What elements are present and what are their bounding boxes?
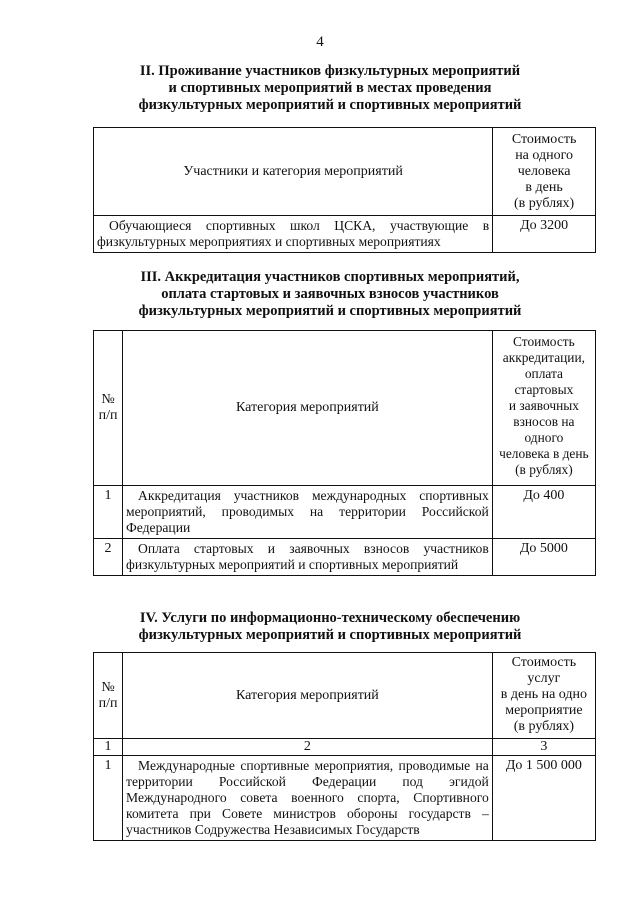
header-cost-line: в день xyxy=(525,180,563,195)
header-cost xyxy=(493,128,596,216)
table-row-cost: До 400 xyxy=(492,486,595,539)
header-cost xyxy=(492,653,595,739)
header-cost-line: (в рублях) xyxy=(513,719,575,734)
table-row-number: 2 xyxy=(94,539,123,576)
header-cost-line: Стоимость xyxy=(511,132,577,147)
column-number: 3 xyxy=(492,739,595,756)
header-cost-line: и заявочных xyxy=(508,398,579,413)
header-cost-line: Стоимость xyxy=(511,655,577,670)
section-3-title-line: оплата стартовых и заявочных взносов участников xyxy=(161,286,499,302)
header-number xyxy=(94,653,123,739)
table-row-category: Аккредитация участников международных спортивных мероприятий, проводимых на территории Российской Федерации xyxy=(123,486,493,539)
header-cost-line: Стоимость xyxy=(513,334,575,349)
header-cost-line: (в рублях) xyxy=(513,196,575,211)
table-row-cost: До 5000 xyxy=(492,539,595,576)
header-cost xyxy=(492,331,595,486)
table-row-number: 1 xyxy=(94,486,123,539)
header-cost-line: взносов на xyxy=(513,414,575,429)
header-cost-line: аккредитации, xyxy=(502,350,585,365)
column-number: 2 xyxy=(123,739,493,756)
section-4-title-line: физкультурных мероприятий и спортивных мероприятий xyxy=(138,627,522,643)
table-row-category: Международные спортивные мероприятия, проводимые на территории Российской Федерации под эгидой Международного совета военного спорта, Спортивного комитета при Совете министров обороны государств – участников Содружества Независимых Государств xyxy=(123,756,493,841)
header-cost-line: одного xyxy=(524,430,564,445)
header-cost-line: человека xyxy=(517,164,571,179)
header-cost-line: (в рублях) xyxy=(515,462,573,477)
header-number xyxy=(94,331,123,486)
header-cost-line: в день на одно xyxy=(500,687,588,702)
header-category: Участники и категория мероприятий xyxy=(94,128,493,216)
table-row-number: 1 xyxy=(94,756,123,841)
header-cost-line: стартовых xyxy=(514,382,574,397)
table-row-cost: До 3200 xyxy=(493,216,596,253)
header-cost-line: человека в день xyxy=(499,446,589,461)
header-category: Категория мероприятий xyxy=(123,331,493,486)
section-3-title-line: III. Аккредитация участников спортивных мероприятий, xyxy=(140,269,520,285)
header-number-line: п/п xyxy=(98,408,118,423)
page-number: 4 xyxy=(316,34,324,50)
section-2-title xyxy=(60,63,600,114)
table-row-category: Обучающиеся спортивных школ ЦСКА, участвующие в физкультурных мероприятиях и спортивных мероприятиях xyxy=(94,216,493,253)
section-4-table xyxy=(93,652,596,841)
table-row-cost: До 1 500 000 xyxy=(492,756,595,841)
section-3-title-line: физкультурных мероприятий и спортивных мероприятий xyxy=(138,303,522,319)
header-number-line: п/п xyxy=(98,695,118,711)
header-cost-line: на одного xyxy=(515,148,573,163)
table-row-category: Оплата стартовых и заявочных взносов участников физкультурных мероприятий и спортивных мероприятий xyxy=(123,539,493,576)
section-3-title xyxy=(60,269,600,320)
section-4-title-line: IV. Услуги по информационно-техническому обеспечению xyxy=(139,610,521,626)
section-2-title-line: физкультурных мероприятий и спортивных мероприятий xyxy=(138,97,522,113)
section-2-title-line: II. Проживание участников физкультурных мероприятий xyxy=(139,63,521,79)
header-cost-line: услуг xyxy=(527,671,561,686)
section-3-table xyxy=(93,330,596,576)
header-number-line: № xyxy=(101,392,115,407)
column-number: 1 xyxy=(94,739,123,756)
section-2-title-line: и спортивных мероприятий в местах проведения xyxy=(168,80,492,96)
section-4-title xyxy=(60,610,600,644)
header-cost-line: оплата xyxy=(524,366,563,381)
section-2-table xyxy=(93,127,596,253)
header-number-line: № xyxy=(101,679,115,695)
header-cost-line: мероприятие xyxy=(505,703,583,718)
header-category: Категория мероприятий xyxy=(123,653,493,739)
